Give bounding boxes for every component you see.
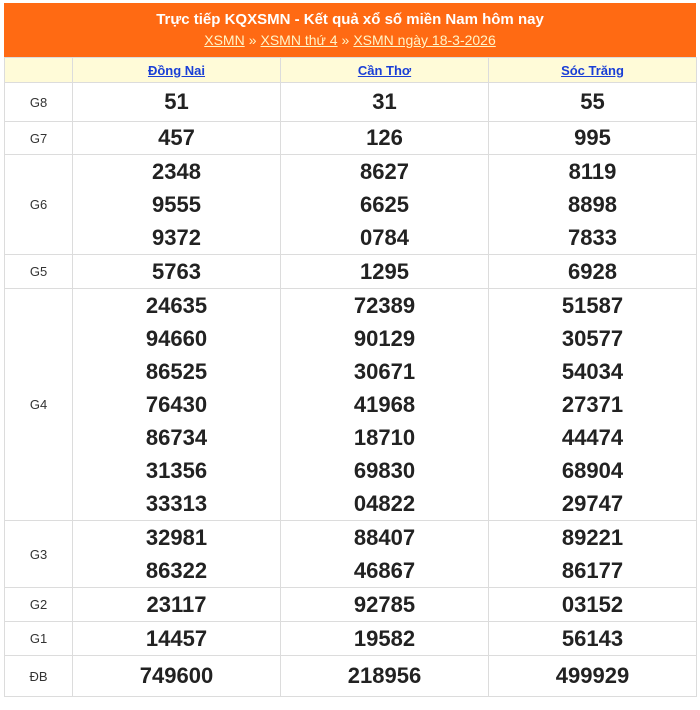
prize-number: 41968 bbox=[353, 392, 416, 417]
prize-number: 2348 bbox=[152, 159, 201, 184]
prize-number: 86734 bbox=[145, 425, 208, 450]
prize-label: G1 bbox=[5, 622, 73, 656]
province-cell bbox=[489, 58, 697, 83]
prize-number: 03152 bbox=[561, 592, 624, 617]
prize-number: 90129 bbox=[353, 326, 416, 351]
prize-number: 86322 bbox=[145, 558, 208, 583]
results-table bbox=[4, 57, 697, 697]
prize-number: 33313 bbox=[145, 491, 208, 516]
prize-number: 14457 bbox=[145, 626, 208, 651]
prize-label: ĐB bbox=[5, 656, 73, 697]
prize-number: 51587 bbox=[561, 293, 624, 318]
province-cell bbox=[281, 58, 489, 83]
prize-number: 7833 bbox=[568, 225, 617, 250]
prize-number: 8627 bbox=[360, 159, 409, 184]
province-link-dong-nai[interactable]: Đồng Nai bbox=[147, 62, 206, 78]
prize-label: G6 bbox=[5, 155, 73, 255]
prize-number: 32981 bbox=[145, 525, 208, 550]
prize-label: G5 bbox=[5, 255, 73, 289]
prize-number: 31356 bbox=[145, 458, 208, 483]
corner-cell bbox=[5, 58, 73, 83]
prize-number: 69830 bbox=[353, 458, 416, 483]
prize-row-g2 bbox=[5, 588, 697, 622]
prize-number: 995 bbox=[489, 122, 697, 155]
prize-label: G7 bbox=[5, 122, 73, 155]
prize-label: G8 bbox=[5, 83, 73, 122]
breadcrumb bbox=[4, 31, 696, 49]
prize-cell bbox=[73, 622, 281, 656]
prize-number: 23117 bbox=[146, 592, 207, 617]
prize-cell bbox=[281, 521, 489, 588]
prize-number: 86177 bbox=[561, 558, 624, 583]
prize-cell bbox=[489, 255, 697, 289]
province-cell bbox=[73, 58, 281, 83]
prize-row-g4 bbox=[5, 289, 697, 521]
prize-number: 88407 bbox=[353, 525, 416, 550]
breadcrumb-date-link[interactable]: XSMN ngày 18-3-2026 bbox=[353, 32, 496, 48]
prize-label: G2 bbox=[5, 588, 73, 622]
prize-cell bbox=[489, 521, 697, 588]
breadcrumb-xsmn-link[interactable]: XSMN bbox=[204, 32, 245, 48]
province-link-can-tho[interactable]: Cần Thơ bbox=[357, 62, 412, 78]
prize-number: 04822 bbox=[353, 491, 416, 516]
prize-number: 126 bbox=[281, 122, 489, 155]
results-widget bbox=[4, 3, 696, 697]
prize-number-special: 499929 bbox=[489, 656, 697, 697]
prize-label: G3 bbox=[5, 521, 73, 588]
prize-number-special: 749600 bbox=[73, 656, 281, 697]
prize-number: 30577 bbox=[561, 326, 624, 351]
prize-number: 72389 bbox=[353, 293, 416, 318]
prize-cell bbox=[281, 289, 489, 521]
prize-number: 24635 bbox=[145, 293, 208, 318]
prize-number: 1295 bbox=[360, 259, 409, 284]
prize-number: 0784 bbox=[360, 225, 409, 250]
prize-cell bbox=[73, 521, 281, 588]
results-header bbox=[4, 3, 696, 57]
prize-cell bbox=[489, 155, 697, 255]
prize-number: 9555 bbox=[152, 192, 201, 217]
prize-row-g7 bbox=[5, 122, 697, 155]
prize-row-g3 bbox=[5, 521, 697, 588]
prize-row-db bbox=[5, 656, 697, 697]
prize-number: 27371 bbox=[561, 392, 624, 417]
prize-number: 51 bbox=[73, 83, 281, 122]
prize-number: 18710 bbox=[353, 425, 416, 450]
prize-number: 54034 bbox=[561, 359, 624, 384]
prize-cell bbox=[73, 588, 281, 622]
prize-number: 8898 bbox=[568, 192, 617, 217]
prize-number-special: 218956 bbox=[281, 656, 489, 697]
prize-cell bbox=[489, 622, 697, 656]
breadcrumb-separator: » bbox=[248, 32, 257, 48]
prize-number: 76430 bbox=[145, 392, 208, 417]
prize-number: 44474 bbox=[561, 425, 624, 450]
prize-row-g8 bbox=[5, 83, 697, 122]
prize-number: 29747 bbox=[561, 491, 624, 516]
prize-number: 9372 bbox=[152, 225, 201, 250]
prize-cell bbox=[73, 289, 281, 521]
province-link-soc-trang[interactable]: Sóc Trăng bbox=[561, 62, 624, 78]
prize-row-g1 bbox=[5, 622, 697, 656]
prize-cell bbox=[489, 289, 697, 521]
province-header-row bbox=[5, 58, 697, 83]
prize-number: 68904 bbox=[561, 458, 624, 483]
prize-number: 457 bbox=[73, 122, 281, 155]
prize-number: 86525 bbox=[145, 359, 208, 384]
prize-number: 31 bbox=[281, 83, 489, 122]
prize-cell bbox=[73, 255, 281, 289]
prize-number: 56143 bbox=[561, 626, 624, 651]
prize-number: 30671 bbox=[353, 359, 416, 384]
prize-label: G4 bbox=[5, 289, 73, 521]
prize-cell bbox=[281, 255, 489, 289]
prize-number: 94660 bbox=[145, 326, 208, 351]
prize-number: 6928 bbox=[568, 259, 617, 284]
breadcrumb-weekday-link[interactable]: XSMN thứ 4 bbox=[260, 32, 338, 48]
breadcrumb-separator: » bbox=[341, 32, 350, 48]
prize-cell bbox=[281, 588, 489, 622]
prize-number: 19582 bbox=[353, 626, 416, 651]
prize-number: 46867 bbox=[353, 558, 416, 583]
prize-row-g5 bbox=[5, 255, 697, 289]
prize-number: 92785 bbox=[353, 592, 416, 617]
prize-cell bbox=[281, 155, 489, 255]
prize-cell bbox=[73, 155, 281, 255]
prize-number: 5763 bbox=[152, 259, 201, 284]
prize-row-g6 bbox=[5, 155, 697, 255]
prize-number: 6625 bbox=[360, 192, 409, 217]
prize-number: 8119 bbox=[568, 159, 617, 184]
prize-number: 55 bbox=[489, 83, 697, 122]
prize-cell bbox=[281, 622, 489, 656]
prize-number: 89221 bbox=[561, 525, 624, 550]
header-title: Trực tiếp KQXSMN - Kết quả xổ số miền Nam hôm nay bbox=[156, 11, 544, 28]
prize-cell bbox=[489, 588, 697, 622]
